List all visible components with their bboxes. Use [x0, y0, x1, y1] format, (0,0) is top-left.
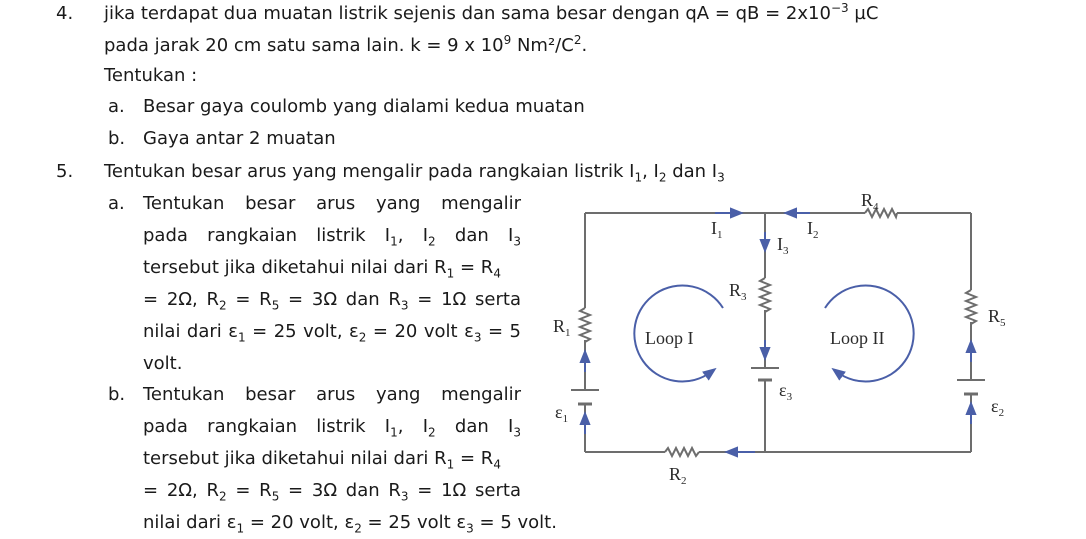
q5b-l4-text: = 2Ω, R — [143, 480, 219, 501]
question-5-number: 5. — [56, 161, 74, 182]
label-r2-letter: R — [669, 464, 682, 484]
q5b-l5-eq-1: = 20 volt, ε — [244, 512, 355, 533]
label-i1-letter: I — [711, 218, 717, 238]
label-loop-2: Loop II — [830, 328, 885, 348]
q5a-l5-eq-1: = 25 volt, ε — [245, 321, 359, 342]
q5b-l2-sep-2: dan I — [435, 416, 514, 437]
q5a-l4-text: = 2Ω, R — [143, 289, 219, 310]
q4-line1-exponent: −3 — [830, 1, 849, 15]
label-e3 — [779, 380, 793, 403]
label-i3-sub: 3 — [783, 245, 789, 257]
q5a-l3-sub-2: 4 — [493, 266, 501, 281]
q5a-l5-text: nilai dari ε — [143, 321, 239, 342]
label-i2-letter: I — [807, 218, 813, 238]
q4-line2-exponent-2: 2 — [573, 33, 582, 47]
q5a-l4-sub-1: 2 — [218, 298, 227, 313]
q5b-l4-sub-1: 2 — [218, 489, 227, 504]
q5b-l3-sub-1: 1 — [446, 457, 455, 472]
label-i2 — [807, 218, 819, 241]
label-e2 — [991, 396, 1004, 419]
q5b-l4-sub-3: 3 — [400, 489, 409, 504]
resistor-r3-symbol — [760, 278, 770, 312]
question-4-tentukan: Tentukan : — [104, 65, 198, 86]
label-r2-sub: 2 — [681, 475, 687, 487]
q5a-l4-eq-2: = 3Ω dan R — [279, 289, 401, 310]
q4-line1-text: jika terdapat dua muatan listrik sejenis dan sama besar dengan qA = qB = 2x10 — [104, 3, 831, 24]
question-5-title — [104, 161, 725, 183]
q4-line2-exponent-1: 9 — [503, 33, 512, 47]
label-e1-letter: ε — [555, 402, 563, 422]
q5a-l3-text: tersebut jika diketahui nilai dari R — [143, 257, 447, 278]
label-r2 — [669, 464, 687, 487]
q5a-l2-sub-2: 2 — [428, 234, 436, 249]
q5-title-sub-1: 1 — [634, 170, 643, 185]
label-r4-letter: R — [861, 190, 874, 210]
label-r3-letter: R — [729, 280, 742, 300]
label-r1-sub: 1 — [565, 327, 571, 339]
q5a-l2-sep-1: , I — [397, 225, 429, 246]
label-r3 — [729, 280, 747, 303]
label-e3-sub: 3 — [786, 391, 793, 403]
q5-b-label: b. — [108, 384, 126, 405]
q5a-l5-sub-2: 2 — [358, 330, 367, 345]
label-r4 — [861, 190, 879, 213]
q4-b-text: Gaya antar 2 muatan — [143, 128, 336, 149]
q5b-l2-sub-2: 2 — [428, 425, 436, 440]
label-i1-sub: 1 — [717, 229, 723, 241]
q5-b-line-5 — [143, 512, 557, 534]
q5a-l5-eq-2: = 20 volt ε — [366, 321, 474, 342]
q5-a-line-3 — [143, 257, 501, 279]
q4-line2-end: . — [581, 35, 588, 56]
label-r5-sub: 5 — [1000, 317, 1006, 329]
question-4-line-1 — [104, 3, 878, 25]
q5b-l4-eq-1: = R — [226, 480, 272, 501]
q4-a-label: a. — [108, 96, 125, 117]
q5b-l3-text: tersebut jika diketahui nilai dari R — [143, 448, 447, 469]
resistor-r5-symbol — [966, 290, 976, 324]
q5-a-label: a. — [108, 193, 125, 214]
q5a-l3-sub-1: 1 — [446, 266, 455, 281]
label-i3 — [777, 234, 789, 257]
label-e1 — [555, 402, 568, 425]
question-4-line-2 — [104, 35, 587, 57]
battery-e2-symbol — [957, 380, 985, 394]
q5-b-line-3 — [143, 448, 501, 470]
resistor-r4-symbol — [865, 209, 897, 217]
q5a-l4-sub-3: 3 — [400, 298, 409, 313]
q5a-l2-sub-3: 3 — [513, 234, 521, 249]
q5-a-line-1: Tentukan besar arus yang mengalir — [143, 193, 521, 214]
label-r1 — [553, 316, 571, 339]
battery-e3-symbol — [751, 368, 779, 380]
q5b-l5-sub-2: 2 — [354, 521, 362, 536]
q5a-l4-eq-1: = R — [226, 289, 272, 310]
q5-a-line-4 — [143, 289, 521, 311]
q5a-l4-end: = 1Ω serta — [408, 289, 521, 310]
resistor-r2-symbol — [665, 448, 699, 456]
q4-line1-unit: µC — [848, 3, 879, 24]
label-r1-letter: R — [553, 316, 566, 336]
q5-a-line-5 — [143, 321, 521, 343]
q5-b-line-4 — [143, 480, 521, 502]
q5b-l2-sep-1: , I — [397, 416, 429, 437]
q5-title-sep-1: , I — [642, 161, 659, 182]
label-e3-letter: ε — [779, 380, 787, 400]
label-e2-letter: ε — [991, 396, 999, 416]
q4-b-label: b. — [108, 128, 126, 149]
q5b-l5-end: = 5 volt. — [473, 512, 557, 533]
q5b-l2-sub-1: 1 — [390, 425, 398, 440]
q5b-l4-end: = 1Ω serta — [408, 480, 521, 501]
q5b-l3-eq: = R — [454, 448, 494, 469]
q4-a-text: Besar gaya coulomb yang dialami kedua muatan — [143, 96, 585, 117]
q5a-l2-text: pada rangkaian listrik I — [143, 225, 391, 246]
battery-e1-symbol — [571, 390, 599, 404]
q5b-l5-sub-3: 3 — [466, 521, 474, 536]
q5a-l5-sub-1: 1 — [238, 330, 246, 345]
label-i2-sub: 2 — [813, 229, 819, 241]
q5-b-line-2 — [143, 416, 521, 438]
label-i3-letter: I — [777, 234, 783, 254]
q5a-l4-sub-2: 5 — [271, 298, 280, 313]
q5b-l2-text: pada rangkaian listrik I — [143, 416, 391, 437]
q5b-l5-eq-2: = 25 volt ε — [361, 512, 467, 533]
label-i1 — [711, 218, 723, 241]
label-loop-1: Loop I — [645, 328, 694, 348]
q4-line2-unit: Nm²/C — [511, 35, 574, 56]
q5b-l5-text: nilai dari ε — [143, 512, 237, 533]
q5-title-text: Tentukan besar arus yang mengalir pada rangkaian listrik I — [104, 161, 635, 182]
q5-title-sub-2: 2 — [658, 170, 667, 185]
q5a-l3-eq: = R — [454, 257, 494, 278]
label-e1-sub: 1 — [562, 413, 569, 425]
q5-b-line-1: Tentukan besar arus yang mengalir — [143, 384, 521, 405]
q4-line2-text: pada jarak 20 cm satu sama lain. k = 9 x 10 — [104, 35, 504, 56]
q5a-l5-sub-3: 3 — [473, 330, 482, 345]
q5a-l2-sep-2: dan I — [435, 225, 514, 246]
label-r4-sub: 4 — [873, 201, 879, 213]
q5b-l4-sub-2: 5 — [271, 489, 280, 504]
q5a-l5-end: = 5 — [481, 321, 521, 342]
circuit-diagram — [525, 190, 1025, 539]
q5b-l2-sub-3: 3 — [513, 425, 521, 440]
q5b-l4-eq-2: = 3Ω dan R — [279, 480, 401, 501]
label-r5 — [988, 306, 1006, 329]
q5-a-line-2 — [143, 225, 521, 247]
question-4-number: 4. — [56, 3, 74, 24]
label-r3-sub: 3 — [741, 291, 747, 303]
resistor-r1-symbol — [580, 308, 590, 342]
q5-a-line-6: volt. — [143, 353, 183, 374]
q5a-l2-sub-1: 1 — [390, 234, 398, 249]
q5-title-sep-2: dan I — [666, 161, 718, 182]
label-r5-letter: R — [988, 306, 1001, 326]
label-e2-sub: 2 — [998, 407, 1005, 419]
q5-title-sub-3: 3 — [717, 170, 725, 185]
q5b-l3-sub-2: 4 — [493, 457, 501, 472]
q5b-l5-sub-1: 1 — [236, 521, 245, 536]
